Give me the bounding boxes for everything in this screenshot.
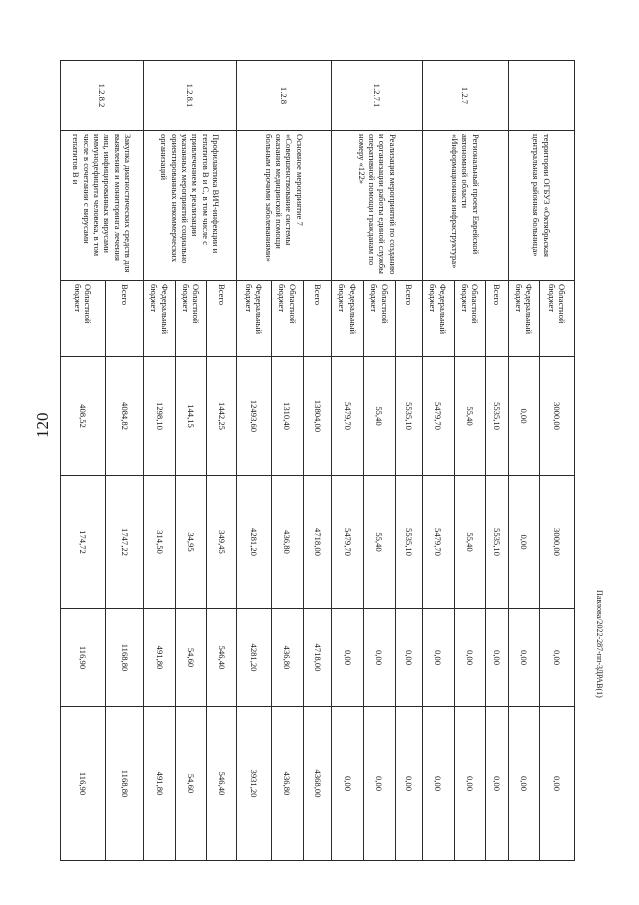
amount-cell: 0,00 [454, 707, 486, 861]
document-footer: Павлова/2022-287-пп-ЗДРАВ(1) [595, 590, 604, 698]
amount-cell: 0,00 [508, 357, 540, 476]
funding-source: Областной бюджет [363, 281, 395, 357]
amount-cell: 0,00 [332, 707, 364, 861]
amount-cell: 0,00 [395, 707, 422, 861]
budget-table-body [61, 61, 575, 861]
table-row [105, 61, 143, 861]
amount-cell: 3000,00 [540, 357, 575, 476]
funding-source: Федеральный бюджет [508, 281, 540, 357]
row-name: Региональный проект Еврейской автономной области «Информационная инфраструктура» [422, 131, 508, 281]
amount-cell: 0,00 [454, 609, 486, 707]
table-row [395, 61, 422, 861]
page-number: 120 [33, 412, 52, 438]
amount-cell: 5535,10 [395, 476, 422, 609]
funding-source: Всего [486, 281, 508, 357]
amount-cell: 5535,10 [395, 357, 422, 476]
amount-cell: 1168,80 [105, 609, 143, 707]
amount-cell: 0,00 [508, 707, 540, 861]
amount-cell: 408,52 [61, 357, 106, 476]
amount-cell: 546,40 [207, 609, 237, 707]
amount-cell: 3931,20 [237, 707, 272, 861]
amount-cell: 0,00 [422, 609, 454, 707]
table-row [486, 61, 508, 861]
funding-source: Всего [105, 281, 143, 357]
row-code: 1.2.8.1 [144, 61, 237, 131]
amount-cell: 55,40 [454, 357, 486, 476]
funding-source: Областной бюджет [61, 281, 106, 357]
amount-cell: 116,90 [61, 609, 106, 707]
amount-cell: 4718,00 [303, 609, 331, 707]
funding-source: Областной бюджет [271, 281, 303, 357]
amount-cell: 0,00 [540, 609, 575, 707]
amount-cell: 1747,22 [105, 476, 143, 609]
amount-cell: 5535,10 [486, 476, 508, 609]
amount-cell: 3000,00 [540, 476, 575, 609]
amount-cell: 12493,60 [237, 357, 272, 476]
amount-cell: 0,00 [363, 609, 395, 707]
amount-cell: 5535,10 [486, 357, 508, 476]
amount-cell: 436,80 [271, 476, 303, 609]
table-row [303, 61, 331, 861]
amount-cell: 4281,20 [237, 476, 272, 609]
amount-cell: 1298,10 [144, 357, 176, 476]
amount-cell: 0,00 [395, 609, 422, 707]
amount-cell: 13804,00 [303, 357, 331, 476]
funding-source: Областной бюджет [175, 281, 207, 357]
amount-cell: 1442,25 [207, 357, 237, 476]
funding-source: Федеральный бюджет [332, 281, 364, 357]
funding-source: Федеральный бюджет [144, 281, 176, 357]
row-name: Закупка диагностических средств для выявления и мониторинга лечения лиц, инфицированных вирусами иммунодефицита человека, в том числе в сочетании с вирусами гепатитов В и [61, 131, 144, 281]
amount-cell: 55,40 [363, 476, 395, 609]
amount-cell: 34,95 [175, 476, 207, 609]
row-code [508, 61, 574, 131]
amount-cell: 1168,80 [105, 707, 143, 861]
amount-cell: 0,00 [486, 707, 508, 861]
amount-cell: 314,50 [144, 476, 176, 609]
amount-cell: 0,00 [508, 609, 540, 707]
table-row [207, 61, 237, 861]
amount-cell: 0,00 [332, 609, 364, 707]
amount-cell: 5479,70 [422, 357, 454, 476]
amount-cell: 546,40 [207, 707, 237, 861]
budget-table [60, 60, 575, 861]
amount-cell: 0,00 [363, 707, 395, 861]
row-name: Реализация мероприятий по созданию и организации работы единой службы оперативной помощи гражданам по номеру «122» [332, 131, 423, 281]
amount-cell: 54,60 [175, 609, 207, 707]
amount-cell: 0,00 [422, 707, 454, 861]
funding-source: Областной бюджет [454, 281, 486, 357]
row-name: Профилактика ВИЧ-инфекции и гепатитов В и С, в том числе с привлечением к реализации указанных мероприятий социально ориентированных некоммерческих организаций [144, 131, 237, 281]
amount-cell: 349,45 [207, 476, 237, 609]
amount-cell: 0,00 [486, 609, 508, 707]
amount-cell: 54,60 [175, 707, 207, 861]
amount-cell: 5479,70 [332, 357, 364, 476]
amount-cell: 436,80 [271, 609, 303, 707]
row-code: 1.2.7.1 [332, 61, 423, 131]
funding-source: Федеральный бюджет [237, 281, 272, 357]
amount-cell: 491,80 [144, 707, 176, 861]
amount-cell: 174,72 [61, 476, 106, 609]
amount-cell: 4281,20 [237, 609, 272, 707]
amount-cell: 1310,40 [271, 357, 303, 476]
row-name: территории ОГБУЗ «Октябрьская центральная районная больница» [508, 131, 574, 281]
amount-cell: 116,90 [61, 707, 106, 861]
amount-cell: 5479,70 [422, 476, 454, 609]
amount-cell: 4718,00 [303, 476, 331, 609]
row-name: Основное мероприятие 7 «Совершенствование системы оказания медицинской помощи больным прочими заболеваниями» [237, 131, 332, 281]
funding-source: Всего [395, 281, 422, 357]
amount-cell: 5479,70 [332, 476, 364, 609]
row-code: 1.2.7 [422, 61, 508, 131]
amount-cell: 55,40 [363, 357, 395, 476]
amount-cell: 436,80 [271, 707, 303, 861]
table-row [540, 61, 575, 861]
amount-cell: 4084,82 [105, 357, 143, 476]
amount-cell: 144,15 [175, 357, 207, 476]
rotated-table-container [60, 60, 575, 860]
funding-source: Федеральный бюджет [422, 281, 454, 357]
amount-cell: 0,00 [540, 707, 575, 861]
amount-cell: 491,80 [144, 609, 176, 707]
amount-cell: 4368,00 [303, 707, 331, 861]
funding-source: Всего [303, 281, 331, 357]
funding-source: Всего [207, 281, 237, 357]
amount-cell: 55,40 [454, 476, 486, 609]
funding-source: Областной бюджет [540, 281, 575, 357]
row-code: 1.2.8.2 [61, 61, 144, 131]
amount-cell: 0,00 [508, 476, 540, 609]
row-code: 1.2.8 [237, 61, 332, 131]
